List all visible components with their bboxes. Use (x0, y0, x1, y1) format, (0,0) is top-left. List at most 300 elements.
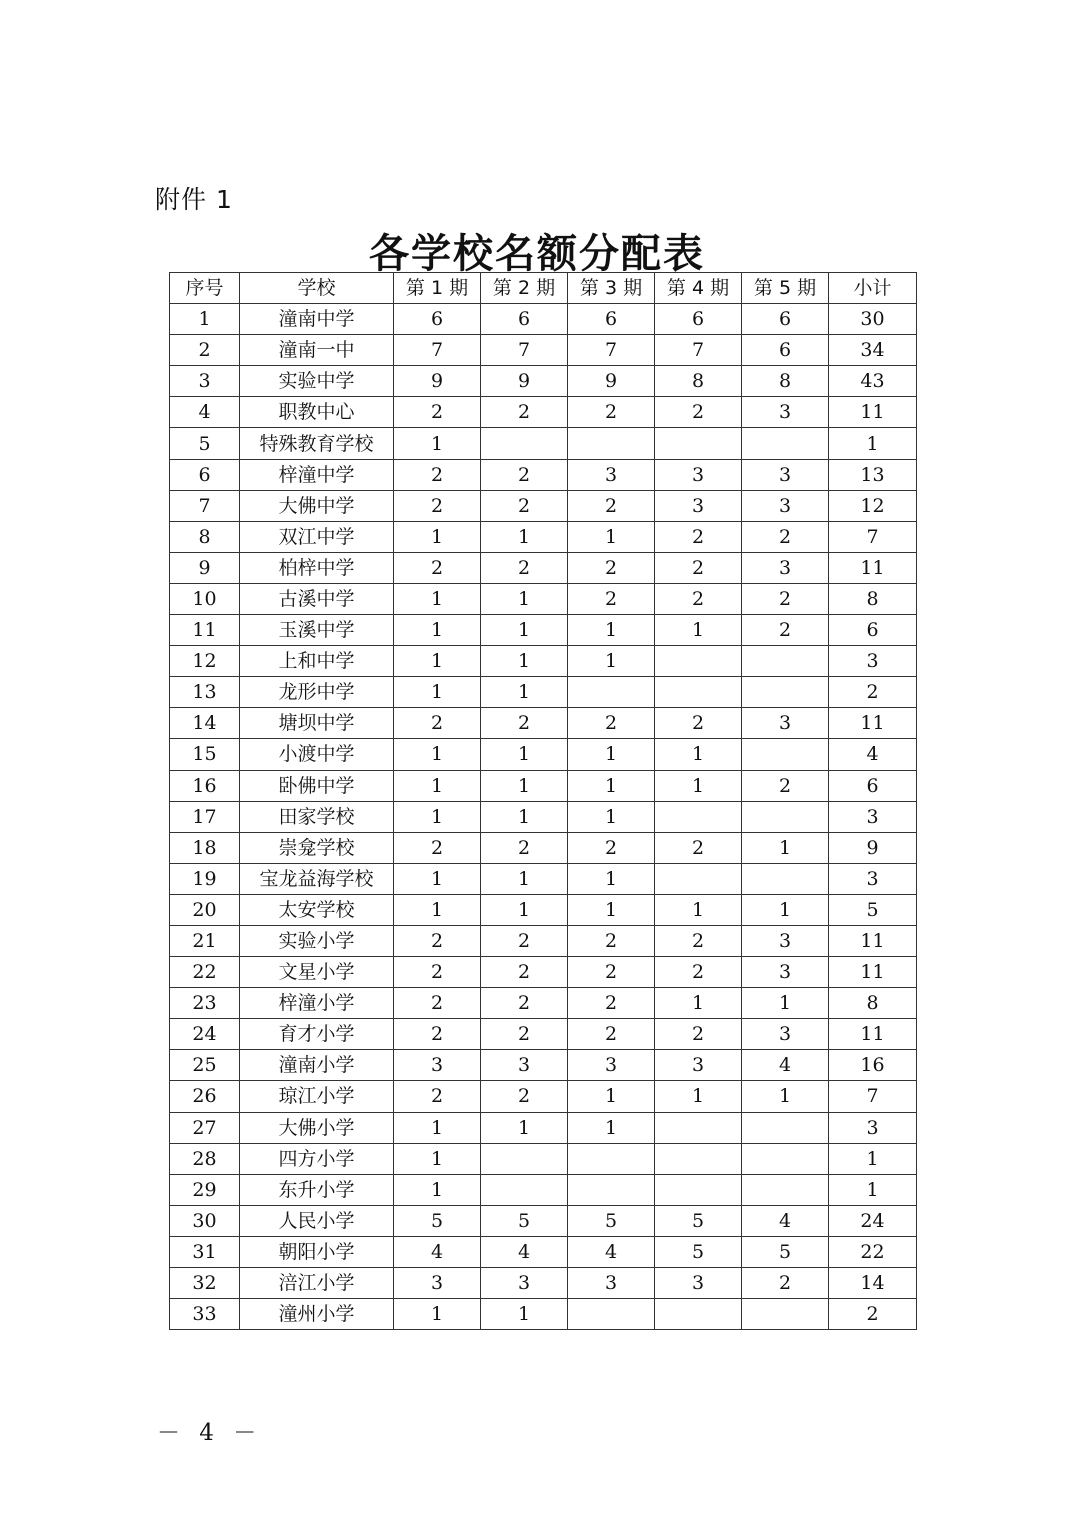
quota-cell: 1 (829, 428, 917, 459)
quota-cell: 2 (481, 552, 568, 583)
quota-cell: 1 (481, 1112, 568, 1143)
quota-cell: 3 (829, 863, 917, 894)
school-name-cell: 涪江小学 (240, 1268, 394, 1299)
row-index-cell: 8 (170, 521, 240, 552)
quota-cell: 2 (394, 832, 481, 863)
school-name-cell: 朝阳小学 (240, 1236, 394, 1267)
quota-cell: 2 (829, 1299, 917, 1330)
table-row (170, 770, 917, 801)
quota-cell: 3 (568, 459, 655, 490)
row-index-cell: 5 (170, 428, 240, 459)
quota-cell: 3 (568, 1050, 655, 1081)
quota-cell: 7 (481, 335, 568, 366)
allocation-table (169, 272, 917, 1330)
school-name-cell: 文星小学 (240, 957, 394, 988)
quota-cell: 2 (742, 583, 829, 614)
quota-cell: 1 (568, 770, 655, 801)
quota-cell: 6 (829, 615, 917, 646)
table-row (170, 677, 917, 708)
quota-cell: 6 (394, 304, 481, 335)
quota-cell: 2 (655, 957, 742, 988)
quota-cell: 11 (829, 957, 917, 988)
row-index-cell: 12 (170, 646, 240, 677)
quota-cell: 5 (829, 894, 917, 925)
quota-cell: 2 (481, 832, 568, 863)
quota-cell (742, 739, 829, 770)
school-name-cell: 职教中心 (240, 397, 394, 428)
table-row (170, 925, 917, 956)
quota-cell: 1 (742, 832, 829, 863)
quota-cell: 4 (394, 1236, 481, 1267)
quota-cell: 1 (481, 1299, 568, 1330)
quota-cell: 2 (568, 957, 655, 988)
page-number: － 4 － (157, 1420, 263, 1446)
row-index-cell: 25 (170, 1050, 240, 1081)
table-row (170, 615, 917, 646)
quota-cell: 9 (481, 366, 568, 397)
table-row (170, 459, 917, 490)
quota-cell: 2 (394, 925, 481, 956)
table-row (170, 988, 917, 1019)
quota-cell: 1 (481, 521, 568, 552)
quota-cell: 1 (394, 894, 481, 925)
quota-cell: 5 (568, 1205, 655, 1236)
row-index-cell: 24 (170, 1019, 240, 1050)
school-name-cell: 崇龛学校 (240, 832, 394, 863)
quota-cell: 2 (481, 1019, 568, 1050)
quota-cell: 1 (394, 1112, 481, 1143)
quota-cell: 3 (655, 459, 742, 490)
school-name-cell: 特殊教育学校 (240, 428, 394, 459)
quota-cell: 2 (394, 459, 481, 490)
quota-cell: 3 (481, 1050, 568, 1081)
quota-cell: 2 (394, 957, 481, 988)
quota-cell (742, 428, 829, 459)
row-index-cell: 21 (170, 925, 240, 956)
quota-cell: 6 (829, 770, 917, 801)
quota-cell (481, 1143, 568, 1174)
school-name-cell: 育才小学 (240, 1019, 394, 1050)
school-name-cell: 人民小学 (240, 1205, 394, 1236)
quota-cell: 4 (568, 1236, 655, 1267)
quota-cell: 2 (394, 988, 481, 1019)
quota-cell: 1 (394, 646, 481, 677)
quota-cell (568, 1143, 655, 1174)
quota-cell: 4 (742, 1205, 829, 1236)
quota-cell: 2 (568, 583, 655, 614)
quota-cell: 11 (829, 708, 917, 739)
quota-cell: 3 (829, 1112, 917, 1143)
quota-cell: 2 (394, 490, 481, 521)
quota-cell: 2 (481, 397, 568, 428)
row-index-cell: 19 (170, 863, 240, 894)
quota-cell: 7 (568, 335, 655, 366)
quota-cell: 6 (481, 304, 568, 335)
row-index-cell: 27 (170, 1112, 240, 1143)
quota-cell: 1 (481, 583, 568, 614)
quota-cell (742, 1112, 829, 1143)
quota-cell: 1 (394, 1299, 481, 1330)
quota-cell: 2 (742, 1268, 829, 1299)
quota-cell: 2 (568, 397, 655, 428)
column-header: 序号 (170, 273, 240, 304)
school-name-cell: 双江中学 (240, 521, 394, 552)
quota-cell: 8 (655, 366, 742, 397)
quota-cell: 2 (568, 552, 655, 583)
quota-cell: 1 (394, 1143, 481, 1174)
quota-cell: 2 (568, 988, 655, 1019)
quota-cell: 6 (742, 304, 829, 335)
column-header: 第 2 期 (481, 273, 568, 304)
quota-cell: 1 (742, 894, 829, 925)
quota-cell: 5 (394, 1205, 481, 1236)
quota-cell: 2 (394, 397, 481, 428)
quota-cell: 22 (829, 1236, 917, 1267)
quota-cell: 1 (568, 739, 655, 770)
school-name-cell: 四方小学 (240, 1143, 394, 1174)
table-header-row (170, 273, 917, 304)
quota-cell: 1 (568, 521, 655, 552)
quota-cell (742, 863, 829, 894)
row-index-cell: 18 (170, 832, 240, 863)
quota-cell (655, 1299, 742, 1330)
row-index-cell: 33 (170, 1299, 240, 1330)
quota-cell (655, 1174, 742, 1205)
table-row (170, 1205, 917, 1236)
quota-cell: 8 (829, 583, 917, 614)
quota-cell: 2 (568, 708, 655, 739)
quota-cell: 2 (568, 1019, 655, 1050)
school-name-cell: 田家学校 (240, 801, 394, 832)
quota-cell: 1 (655, 615, 742, 646)
table-row (170, 1081, 917, 1112)
quota-cell: 3 (481, 1268, 568, 1299)
quota-cell: 1 (394, 428, 481, 459)
quota-cell: 1 (568, 615, 655, 646)
quota-cell: 1 (481, 863, 568, 894)
row-index-cell: 17 (170, 801, 240, 832)
table-row (170, 1299, 917, 1330)
school-name-cell: 潼南中学 (240, 304, 394, 335)
quota-cell: 13 (829, 459, 917, 490)
row-index-cell: 32 (170, 1268, 240, 1299)
quota-cell: 3 (742, 552, 829, 583)
quota-cell (655, 863, 742, 894)
quota-cell: 1 (568, 646, 655, 677)
table-row (170, 863, 917, 894)
quota-cell: 3 (394, 1268, 481, 1299)
row-index-cell: 16 (170, 770, 240, 801)
quota-cell: 2 (655, 708, 742, 739)
quota-cell: 2 (481, 957, 568, 988)
row-index-cell: 7 (170, 490, 240, 521)
quota-cell: 1 (394, 615, 481, 646)
quota-cell: 3 (742, 397, 829, 428)
quota-cell: 1 (481, 615, 568, 646)
school-name-cell: 实验小学 (240, 925, 394, 956)
quota-cell: 5 (481, 1205, 568, 1236)
quota-cell: 1 (481, 677, 568, 708)
quota-cell: 1 (481, 739, 568, 770)
column-header: 学校 (240, 273, 394, 304)
row-index-cell: 6 (170, 459, 240, 490)
quota-cell: 34 (829, 335, 917, 366)
quota-cell: 3 (742, 708, 829, 739)
table-row (170, 1019, 917, 1050)
quota-cell: 3 (655, 490, 742, 521)
table-row (170, 304, 917, 335)
school-name-cell: 梓潼中学 (240, 459, 394, 490)
table-row (170, 335, 917, 366)
table-row (170, 708, 917, 739)
row-index-cell: 2 (170, 335, 240, 366)
row-index-cell: 23 (170, 988, 240, 1019)
quota-cell: 3 (829, 801, 917, 832)
table-row (170, 957, 917, 988)
quota-cell: 1 (568, 894, 655, 925)
quota-cell: 8 (829, 988, 917, 1019)
quota-cell: 4 (829, 739, 917, 770)
quota-cell: 1 (481, 894, 568, 925)
table-row (170, 1112, 917, 1143)
school-name-cell: 东升小学 (240, 1174, 394, 1205)
quota-cell: 30 (829, 304, 917, 335)
table-row (170, 1143, 917, 1174)
quota-cell: 2 (742, 770, 829, 801)
quota-cell (655, 646, 742, 677)
column-header: 第 5 期 (742, 273, 829, 304)
quota-cell (655, 677, 742, 708)
table-row (170, 521, 917, 552)
row-index-cell: 22 (170, 957, 240, 988)
quota-cell: 2 (655, 521, 742, 552)
school-name-cell: 宝龙益海学校 (240, 863, 394, 894)
school-name-cell: 龙形中学 (240, 677, 394, 708)
quota-cell: 2 (655, 1019, 742, 1050)
quota-cell: 5 (655, 1205, 742, 1236)
quota-cell: 4 (481, 1236, 568, 1267)
quota-cell (655, 1112, 742, 1143)
quota-cell: 2 (481, 459, 568, 490)
quota-cell: 1 (394, 770, 481, 801)
row-index-cell: 10 (170, 583, 240, 614)
row-index-cell: 26 (170, 1081, 240, 1112)
quota-cell: 1 (394, 521, 481, 552)
quota-cell: 1 (394, 583, 481, 614)
quota-cell: 2 (568, 925, 655, 956)
quota-cell: 2 (742, 615, 829, 646)
quota-cell: 6 (568, 304, 655, 335)
quota-cell: 2 (655, 552, 742, 583)
attachment-label: 附件 1 (155, 185, 233, 214)
quota-cell: 3 (568, 1268, 655, 1299)
quota-cell: 11 (829, 925, 917, 956)
quota-cell: 1 (742, 1081, 829, 1112)
quota-cell: 1 (481, 646, 568, 677)
quota-cell: 11 (829, 552, 917, 583)
school-name-cell: 潼州小学 (240, 1299, 394, 1330)
school-name-cell: 潼南小学 (240, 1050, 394, 1081)
quota-cell: 1 (394, 739, 481, 770)
quota-cell: 2 (394, 708, 481, 739)
row-index-cell: 31 (170, 1236, 240, 1267)
school-name-cell: 实验中学 (240, 366, 394, 397)
quota-cell (568, 1174, 655, 1205)
quota-cell: 43 (829, 366, 917, 397)
table-row (170, 397, 917, 428)
quota-cell: 7 (829, 1081, 917, 1112)
quota-cell (742, 1299, 829, 1330)
quota-cell: 1 (394, 677, 481, 708)
quota-cell (481, 428, 568, 459)
table-row (170, 1174, 917, 1205)
quota-cell: 1 (481, 770, 568, 801)
school-name-cell: 太安学校 (240, 894, 394, 925)
quota-cell (655, 1143, 742, 1174)
quota-cell: 1 (568, 1081, 655, 1112)
quota-cell: 2 (481, 708, 568, 739)
row-index-cell: 15 (170, 739, 240, 770)
quota-cell: 11 (829, 1019, 917, 1050)
school-name-cell: 琼江小学 (240, 1081, 394, 1112)
quota-cell: 2 (655, 925, 742, 956)
quota-cell (568, 428, 655, 459)
quota-cell: 1 (829, 1143, 917, 1174)
quota-cell: 2 (568, 490, 655, 521)
quota-cell: 1 (568, 863, 655, 894)
row-index-cell: 11 (170, 615, 240, 646)
row-index-cell: 3 (170, 366, 240, 397)
quota-cell: 1 (394, 1174, 481, 1205)
quota-cell: 1 (655, 988, 742, 1019)
quota-cell: 3 (394, 1050, 481, 1081)
row-index-cell: 20 (170, 894, 240, 925)
quota-cell: 5 (742, 1236, 829, 1267)
school-name-cell: 潼南一中 (240, 335, 394, 366)
quota-cell (742, 677, 829, 708)
table-row (170, 1050, 917, 1081)
quota-cell (742, 646, 829, 677)
school-name-cell: 塘坝中学 (240, 708, 394, 739)
quota-cell: 2 (481, 1081, 568, 1112)
quota-cell: 7 (655, 335, 742, 366)
row-index-cell: 1 (170, 304, 240, 335)
quota-cell (655, 801, 742, 832)
quota-cell: 4 (742, 1050, 829, 1081)
table-row (170, 894, 917, 925)
school-name-cell: 小渡中学 (240, 739, 394, 770)
row-index-cell: 28 (170, 1143, 240, 1174)
row-index-cell: 29 (170, 1174, 240, 1205)
quota-cell: 2 (655, 583, 742, 614)
quota-cell: 2 (655, 832, 742, 863)
quota-cell (742, 1174, 829, 1205)
table-row (170, 366, 917, 397)
quota-cell: 6 (655, 304, 742, 335)
quota-cell: 2 (481, 925, 568, 956)
column-header: 小计 (829, 273, 917, 304)
school-name-cell: 大佛小学 (240, 1112, 394, 1143)
quota-cell: 2 (742, 521, 829, 552)
quota-cell: 1 (742, 988, 829, 1019)
quota-cell: 3 (742, 925, 829, 956)
quota-cell: 3 (742, 459, 829, 490)
quota-cell: 9 (829, 832, 917, 863)
quota-cell (655, 428, 742, 459)
quota-cell: 1 (568, 801, 655, 832)
quota-cell: 1 (655, 739, 742, 770)
quota-cell: 12 (829, 490, 917, 521)
school-name-cell: 柏梓中学 (240, 552, 394, 583)
row-index-cell: 13 (170, 677, 240, 708)
school-name-cell: 大佛中学 (240, 490, 394, 521)
row-index-cell: 9 (170, 552, 240, 583)
quota-cell: 11 (829, 397, 917, 428)
quota-cell: 3 (655, 1268, 742, 1299)
quota-cell: 3 (655, 1050, 742, 1081)
column-header: 第 4 期 (655, 273, 742, 304)
quota-cell: 2 (481, 988, 568, 1019)
table-body (170, 304, 917, 1330)
quota-cell: 7 (394, 335, 481, 366)
school-name-cell: 梓潼小学 (240, 988, 394, 1019)
quota-cell: 2 (394, 552, 481, 583)
quota-cell: 1 (394, 801, 481, 832)
quota-cell (742, 801, 829, 832)
table-row (170, 646, 917, 677)
quota-cell: 2 (481, 490, 568, 521)
school-name-cell: 卧佛中学 (240, 770, 394, 801)
row-index-cell: 30 (170, 1205, 240, 1236)
quota-cell: 1 (394, 863, 481, 894)
quota-cell: 3 (742, 957, 829, 988)
quota-cell: 1 (829, 1174, 917, 1205)
table-row (170, 552, 917, 583)
table-row (170, 832, 917, 863)
quota-cell: 1 (481, 801, 568, 832)
quota-cell (568, 1299, 655, 1330)
quota-cell: 9 (568, 366, 655, 397)
quota-cell: 1 (655, 1081, 742, 1112)
quota-cell (742, 1143, 829, 1174)
quota-cell: 24 (829, 1205, 917, 1236)
quota-cell: 2 (394, 1019, 481, 1050)
quota-cell: 7 (829, 521, 917, 552)
table-row (170, 583, 917, 614)
table-row (170, 801, 917, 832)
table-row (170, 428, 917, 459)
quota-cell: 1 (655, 894, 742, 925)
quota-cell: 3 (742, 1019, 829, 1050)
column-header: 第 3 期 (568, 273, 655, 304)
quota-cell: 16 (829, 1050, 917, 1081)
document-title: 各学校名额分配表 (369, 230, 705, 277)
row-index-cell: 14 (170, 708, 240, 739)
quota-cell: 8 (742, 366, 829, 397)
row-index-cell: 4 (170, 397, 240, 428)
table-row (170, 1268, 917, 1299)
school-name-cell: 玉溪中学 (240, 615, 394, 646)
quota-cell: 6 (742, 335, 829, 366)
quota-cell: 5 (655, 1236, 742, 1267)
school-name-cell: 古溪中学 (240, 583, 394, 614)
quota-cell: 1 (655, 770, 742, 801)
quota-cell: 1 (568, 1112, 655, 1143)
quota-cell: 3 (742, 490, 829, 521)
quota-cell (481, 1174, 568, 1205)
quota-cell: 3 (829, 646, 917, 677)
table-row (170, 739, 917, 770)
